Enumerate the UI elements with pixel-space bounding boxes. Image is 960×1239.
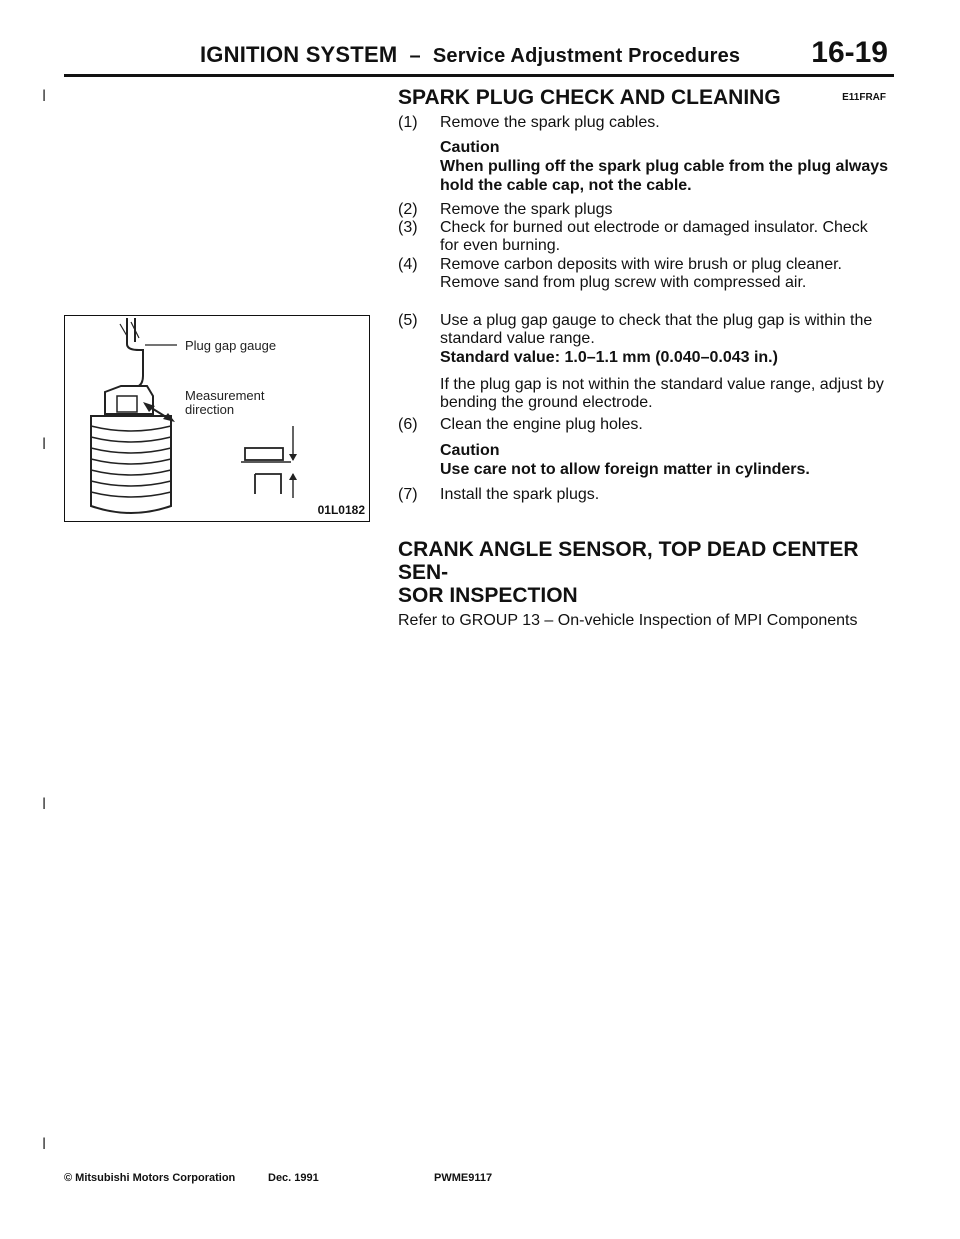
margin-mark: ǀ (42, 1136, 47, 1153)
margin-mark: ǀ (42, 436, 47, 453)
label-plug-gap-gauge: Plug gap gauge (185, 338, 277, 353)
margin-mark: ǀ (42, 796, 47, 813)
step-4: (4) Remove carbon deposits with wire brush or plug cleaner. Remove sand from plug screw with compressed air. (398, 256, 842, 291)
title-separator: – (409, 45, 421, 67)
section-title-line2: SOR INSPECTION (398, 584, 578, 607)
footer-doc-code: PWME9117 (434, 1172, 493, 1184)
margin-mark: ǀ (42, 88, 47, 105)
adjust-note: If the plug gap is not within the standard value range, adjust by bending the ground electrode. (440, 376, 884, 411)
step-7: (7) Install the spark plugs. (398, 486, 600, 503)
step-2: (2) Remove the spark plugs (398, 201, 613, 218)
header-title (200, 42, 740, 68)
section-reference: Refer to GROUP 13 – On-vehicle Inspection of MPI Components (398, 612, 858, 629)
page-header (64, 30, 894, 77)
figure-code: 01L0182 (317, 503, 365, 517)
step-1: (1) Remove the spark plug cables. (398, 114, 660, 131)
step-5: (5) Use a plug gap gauge to check that the plug gap is within the standard value range. (398, 312, 873, 347)
page-number: 16-19 (811, 36, 888, 69)
caution-2 (440, 441, 890, 479)
caution-text: When pulling off the spark plug cable from the plug always hold the cable cap, not the cable. (440, 158, 889, 194)
caution-label: Caution (440, 139, 500, 156)
standard-value: Standard value: 1.0–1.1 mm (0.040–0.043 in.) (440, 349, 778, 366)
label-measurement: Measurement (185, 388, 265, 403)
section-subtitle: Service Adjustment Procedures (432, 45, 741, 67)
section-title: SPARK PLUG CHECK AND CLEANING (398, 86, 781, 109)
system-title: IGNITION SYSTEM (200, 42, 398, 67)
step-3: (3) Check for burned out electrode or damaged insulator. Check for even burning. (398, 219, 868, 254)
section-code: E11FRAF (842, 92, 886, 103)
step-6: (6) Clean the engine plug holes. (398, 416, 643, 433)
caution-label: Caution (440, 442, 500, 459)
spark-plug-section (398, 86, 890, 506)
label-direction: direction (185, 402, 235, 417)
footer-copyright: © Mitsubishi Motors Corporation (64, 1172, 236, 1184)
spark-plug-gap-figure (64, 315, 370, 522)
section-title-line1: CRANK ANGLE SENSOR, TOP DEAD CENTER SEN- (398, 538, 859, 584)
caution-1 (440, 138, 890, 195)
caution-text: Use care not to allow foreign matter in cylinders. (440, 461, 810, 478)
footer-date: Dec. 1991 (268, 1172, 319, 1184)
crank-angle-section (398, 538, 890, 630)
